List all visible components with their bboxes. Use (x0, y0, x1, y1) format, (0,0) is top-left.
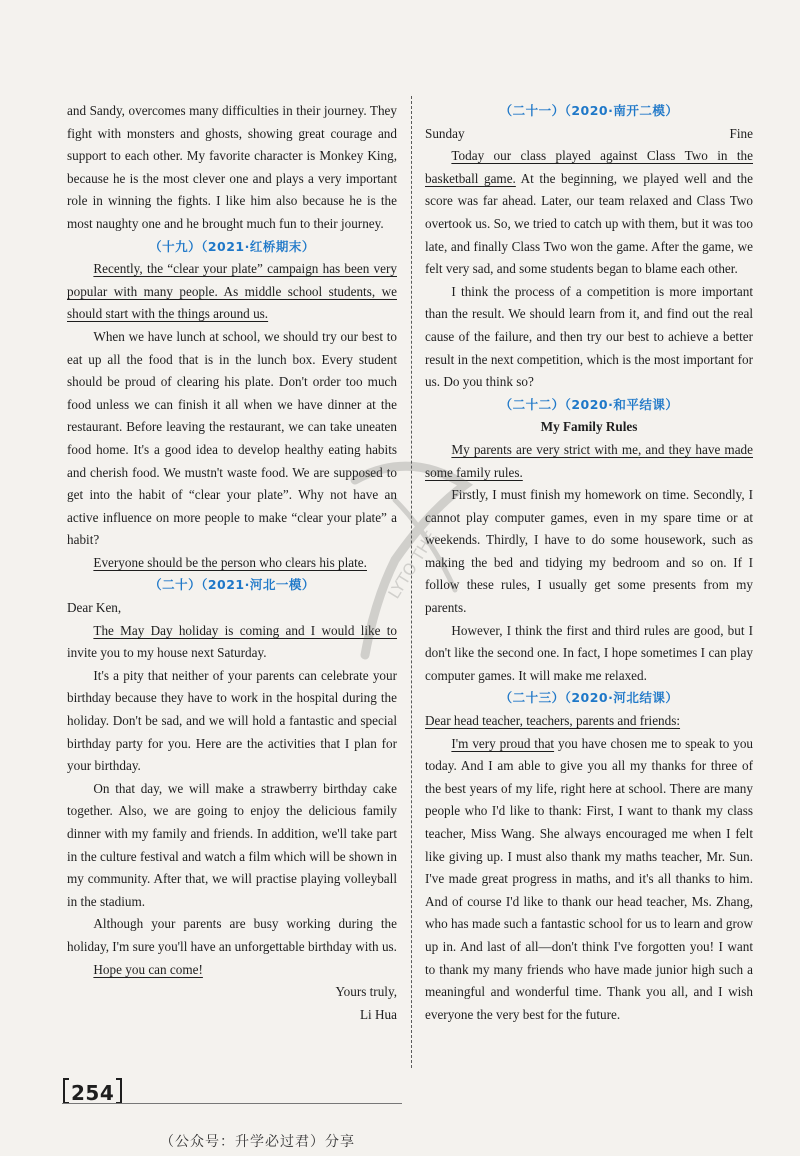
section-20-signature: Li Hua (360, 1006, 397, 1022)
continued-paragraph: and Sandy, overcomes many difficulties in their journey. They fight with monsters and ghosts, showing great courage and support to each other. My favorite character is Monkey King, because he is the most clever one and plays a very important role in winning the fights. I like him also because he is the most naughty one and he brought much fun to their journey. (67, 103, 397, 231)
section-21-opening-rest: At the beginning, we played well and the score was far ahead. Later, our team relaxed and Class Two overtook us. So, we tried to catch up with them, but it was too late, and finally Class Two won the game. After the game, we felt very sad, and some students began to blame each other. (425, 170, 753, 277)
section-20-paragraph-2: It's a pity that neither of your parents can celebrate your birthday because they have to work in the hospital during the holiday. Don't be sad, and we will hold a fantastic and special birthday party for you. Here are the activities that I plan for your birthday. (67, 667, 397, 774)
section-19-opening (67, 258, 397, 326)
page-number (63, 1078, 122, 1105)
section-20-opening-rest: invite you to my house next Saturday. (67, 645, 267, 661)
section-23-body-rest: you have chosen me to speak to you today. And I am able to give you all my thanks for three of the best years of my life, right here at school. There are many people who I'd like to thank: First, I want to thank my class teacher, Miss Wang. She always encouraged me when I felt like giving up. I must also thank my maths teacher, Mr. Sun. I've made great progress in maths, and it's all thanks to him. And of course I'd like to thank our head teacher, Ms. Zhang, who has made such a fantastic school for us to learn and grow up in. And last of all—don't think I've forgotten you! I want to thank my many friends who have made junior high such a meaningful and wonderful time. Thank you all, and I wish everyone the very best for the future. (425, 735, 754, 1022)
section-22-paragraph-2: Firstly, I must finish my homework on time. Secondly, I cannot play computer games, even in my spare time or at weekends. Thirdly, I have to do some housework, such as making the bed and tidying my bedroom and so on. If I follow these rules, I usually get some presents from my parents. (425, 487, 753, 616)
section-22-paragraph-3: However, I think the first and third rules are good, but I don't like the second one. In fact, I hope sometimes I can play computer games. It will make me relaxed. (425, 622, 753, 683)
section-20-paragraph-4: Although your parents are busy working during the holiday, I'm sure you'll have an unforgettable birthday with us. (67, 916, 397, 954)
section-21-opening (425, 145, 753, 281)
section-19-topic-sentence: Recently, the “clear your plate” campaign has been very popular with many people. As middle school students, we should start with the things around us. (67, 261, 397, 322)
section-23-greeting-text: Dear head teacher, teachers, parents and friends: (425, 713, 681, 729)
section-23-greeting (425, 710, 753, 733)
section-21-paragraph-2: I think the process of a competition is more important than the result. We should learn from it, and find out the real cause of the failure, and then try our best to achieve a better result in the next competition, which is the most important for us. Do you think so? (425, 283, 753, 390)
watermark-logo (335, 440, 485, 670)
page-number-rule (62, 1103, 402, 1104)
section-22-topic-sentence: My parents are very strict with me, and they have made some family rules. (425, 441, 753, 480)
diary-header (425, 123, 753, 146)
diary-weather: Fine (729, 125, 753, 141)
section-20-closing: Yours truly, (335, 984, 397, 1000)
page-number-bracket-left-icon (63, 1078, 69, 1104)
section-20-hope (67, 959, 397, 982)
section-20-topic-sentence: The May Day holiday is coming and I would like to (93, 622, 397, 638)
page-number-bracket-right-icon (116, 1078, 122, 1104)
section-23-topic-sentence: I'm very proud that (451, 735, 555, 751)
watermark-text: LYTO THE (384, 527, 441, 603)
section-23-body (425, 733, 753, 1027)
section-19-body: When we have lunch at school, we should try our best to eat up all the food that is in the lunch box. Every student should be proud of clearing his plate. Don't order too much food unless we can finish it all when we have dinner at the restaurant. Before leaving the restaurant, we can take uneaten food home. It's a good idea to develop healthy eating habits and cherish food. We mustn't waste food. We are supposed to get into the habit of “clear your plate”. Why not have an active influence on more people to make “clear your plate” a habit? (67, 328, 397, 548)
section-heading-20: （二十）（2021·河北一模） (149, 577, 315, 593)
section-heading-23: （二十三）（2020·河北结课） (499, 690, 679, 706)
section-20-greeting: Dear Ken, (67, 600, 122, 616)
page-number-value: 254 (71, 1081, 115, 1105)
section-20-paragraph-3: On that day, we will make a strawberry birthday cake together. Also, we are going to enjoy the delicious family dinner with my family and friends. In addition, we'll take part in the culture festival and watch a film which will be shown in my community. After that, we will practise playing volleyball in the stadium. (67, 780, 397, 909)
section-22-title: My Family Rules (540, 419, 638, 435)
footer-note: （公众号：升学必过君）分享 (160, 1134, 355, 1150)
section-19-closing-sentence: Everyone should be the person who clears his plate. (93, 554, 367, 570)
diary-day: Sunday (425, 125, 465, 141)
section-heading-22: （二十二）（2020·和平结课） (499, 396, 679, 412)
section-21-topic-sentence: Today our class played against Class Two in the basketball game. (425, 148, 753, 186)
section-heading-21: （二十一）（2020·南开二模） (499, 103, 679, 118)
section-heading-19: （十九）（2021·红桥期末） (149, 238, 315, 254)
section-20-hope-sentence: Hope you can come! (93, 961, 203, 977)
